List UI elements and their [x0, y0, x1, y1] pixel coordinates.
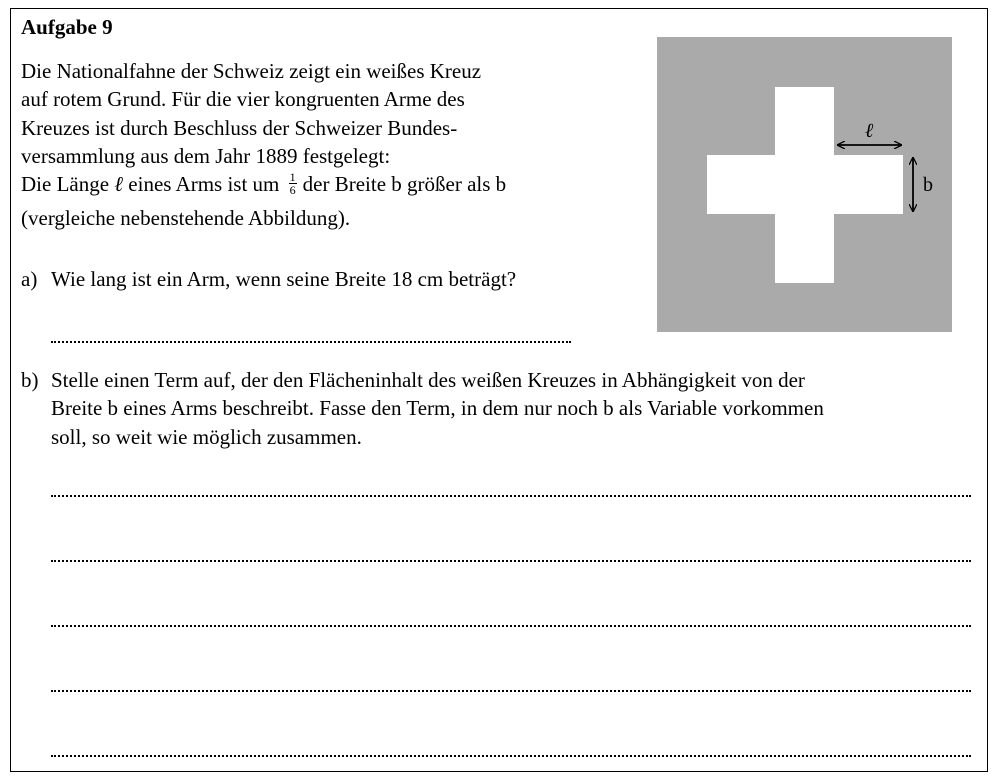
cross-horizontal-bar [707, 155, 903, 214]
swiss-flag-figure [657, 37, 952, 332]
answer-line-b[interactable] [51, 672, 971, 692]
answer-line-b[interactable] [51, 542, 971, 562]
fraction [289, 171, 297, 196]
intro-line: auf rotem Grund. Für die vier kongruenten Arme des [21, 87, 465, 112]
length-label: ℓ [864, 120, 874, 142]
intro-line: versammlung aus dem Jahr 1889 festgelegt: [21, 143, 391, 168]
rule-suffix: der Breite b größer als b [302, 172, 507, 197]
fraction-denominator: 6 [289, 182, 296, 197]
question-b-line: soll, so weit wie möglich zusammen. [51, 424, 362, 449]
task-title: Aufgabe 9 [21, 15, 113, 39]
question-b [21, 366, 981, 456]
rule-line [21, 170, 621, 199]
task-intro [21, 57, 621, 232]
answer-line-b[interactable] [51, 737, 971, 757]
rule-prefix: Die Länge [21, 172, 110, 197]
width-label: b [923, 174, 933, 196]
answer-line-b[interactable] [51, 607, 971, 627]
intro-line: Die Nationalfahne der Schweiz zeigt ein weißes Kreuz [21, 59, 482, 83]
question-b-line: Breite b eines Arms beschreibt. Fasse den Term, in dem nur noch b als Variable vorkommen [51, 396, 824, 421]
question-b-label: b) [21, 368, 39, 392]
intro-line: Kreuzes ist durch Beschluss der Schweizer Bundes- [21, 115, 458, 140]
question-a [21, 265, 641, 295]
length-symbol: ℓ [114, 172, 124, 197]
question-a-label: a) [21, 267, 38, 291]
question-b-line: Stelle einen Term auf, der den Flächeninhalt des weißen Kreuzes in Abhängigkeit von der [51, 368, 805, 392]
fraction-numerator: 1 [289, 169, 296, 184]
question-a-text: Wie lang ist ein Arm, wenn seine Breite 18 cm beträgt? [51, 267, 517, 291]
rule-middle: eines Arms ist um [128, 172, 280, 197]
answer-line-b[interactable] [51, 477, 971, 497]
answer-line-a[interactable] [51, 323, 571, 343]
task-frame [10, 8, 988, 772]
reference-line: (vergleiche nebenstehende Abbildung). [21, 205, 351, 230]
